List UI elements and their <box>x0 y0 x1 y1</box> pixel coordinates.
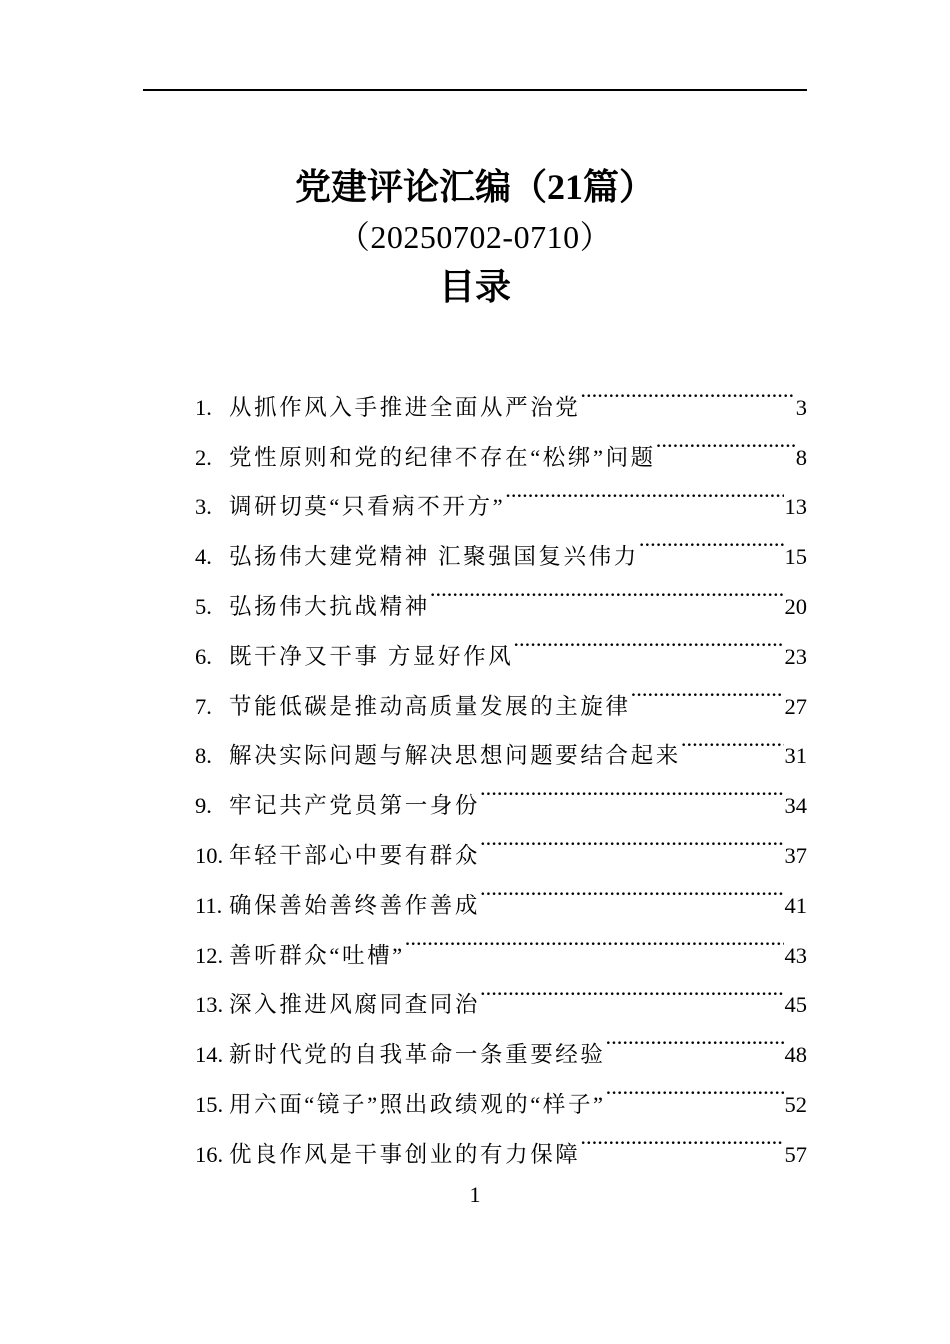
toc-dot-leader <box>505 465 783 515</box>
toc-entry-page: 31 <box>784 743 807 769</box>
toc-entry-page: 20 <box>784 593 807 619</box>
toc-heading: 目录 <box>438 267 511 307</box>
toc-entry-page: 23 <box>784 643 807 669</box>
toc-dot-leader <box>580 365 794 415</box>
toc-dot-leader <box>656 415 795 465</box>
toc-entry-title: 节能低碳是推动高质量发展的主旋律 <box>229 693 631 719</box>
toc-dot-leader <box>639 514 784 564</box>
toc-entry-title: 弘扬伟大抗战精神 <box>229 593 430 619</box>
toc-entry-number: 13. <box>195 992 224 1018</box>
toc-entry-number: 9. <box>195 793 212 819</box>
toc-entry-page: 13 <box>784 494 807 520</box>
toc-entry-number: 2. <box>195 444 212 470</box>
toc-entry-title: 党性原则和党的纪律不存在“松绑”问题 <box>229 444 656 470</box>
toc-entry-title: 深入推进风腐同查同治 <box>229 992 481 1018</box>
toc-dot-leader <box>430 564 784 614</box>
toc-entry-page: 37 <box>784 842 807 868</box>
toc-entry-page: 15 <box>784 544 807 570</box>
toc-entry-page: 41 <box>784 892 807 918</box>
toc-dot-leader <box>480 763 783 813</box>
toc-entry-title: 调研切莫“只看病不开方” <box>229 494 506 520</box>
toc-entry-number: 6. <box>195 643 212 669</box>
toc-entry-title: 牢记共产党员第一身份 <box>229 793 481 819</box>
toc-entry-title: 用六面“镜子”照出政绩观的“样子” <box>229 1091 606 1117</box>
toc-entry-page: 48 <box>784 1042 807 1068</box>
toc-dot-leader <box>513 614 783 664</box>
toc-entry-page: 3 <box>795 394 807 420</box>
toc-entry-number: 12. <box>195 942 224 968</box>
toc-entry-page: 43 <box>784 942 807 968</box>
toc-dot-leader <box>606 1012 784 1062</box>
toc-dot-leader <box>480 813 783 863</box>
toc-entry[interactable] <box>195 365 807 420</box>
toc-entry-page: 57 <box>784 1141 807 1167</box>
toc-dot-leader <box>405 913 784 963</box>
date-range: （20250702-0710） <box>337 219 613 255</box>
toc-entry-number: 1. <box>195 394 212 420</box>
toc-entry-number: 10. <box>195 842 224 868</box>
toc-entry-title: 新时代党的自我革命一条重要经验 <box>229 1042 606 1068</box>
toc-dot-leader <box>681 714 784 764</box>
toc-entry-title: 解决实际问题与解决思想问题要结合起来 <box>229 743 681 769</box>
toc-entry-number: 4. <box>195 544 212 570</box>
toc-dot-leader <box>606 1062 784 1112</box>
toc-entry-number: 14. <box>195 1042 224 1068</box>
toc-entry-title: 弘扬伟大建党精神 汇聚强国复兴伟力 <box>229 544 639 570</box>
toc-entry-page: 34 <box>784 793 807 819</box>
document-title: 党建评论汇编（21篇） <box>294 167 655 207</box>
toc-entry-number: 11. <box>195 892 223 918</box>
toc-entry-title: 优良作风是干事创业的有力保障 <box>229 1141 581 1167</box>
toc-entry-title: 既干净又干事 方显好作风 <box>229 643 514 669</box>
toc-entry-page: 45 <box>784 992 807 1018</box>
toc-entry-title: 年轻干部心中要有群众 <box>229 842 481 868</box>
toc-entry-number: 7. <box>195 693 212 719</box>
header-rule <box>143 89 807 91</box>
toc-entry-page: 27 <box>784 693 807 719</box>
toc-entry-page: 8 <box>795 444 807 470</box>
toc-dot-leader <box>480 863 783 913</box>
toc-dot-leader <box>580 1112 783 1162</box>
title-block <box>0 162 950 312</box>
toc-entry-page: 52 <box>784 1091 807 1117</box>
toc-entry-number: 16. <box>195 1141 224 1167</box>
page-number: 1 <box>469 1182 481 1207</box>
toc-entry-number: 15. <box>195 1091 224 1117</box>
toc-entry-number: 5. <box>195 593 212 619</box>
toc-entry-title: 从抓作风入手推进全面从严治党 <box>229 394 581 420</box>
toc-dot-leader <box>631 664 784 714</box>
toc-entry-title: 确保善始善终善作善成 <box>229 892 481 918</box>
toc-entry-number: 8. <box>195 743 212 769</box>
table-of-contents <box>195 365 807 1167</box>
toc-dot-leader <box>480 963 783 1013</box>
toc-entry-title: 善听群众“吐槽” <box>229 942 405 968</box>
toc-entry-number: 3. <box>195 494 212 520</box>
